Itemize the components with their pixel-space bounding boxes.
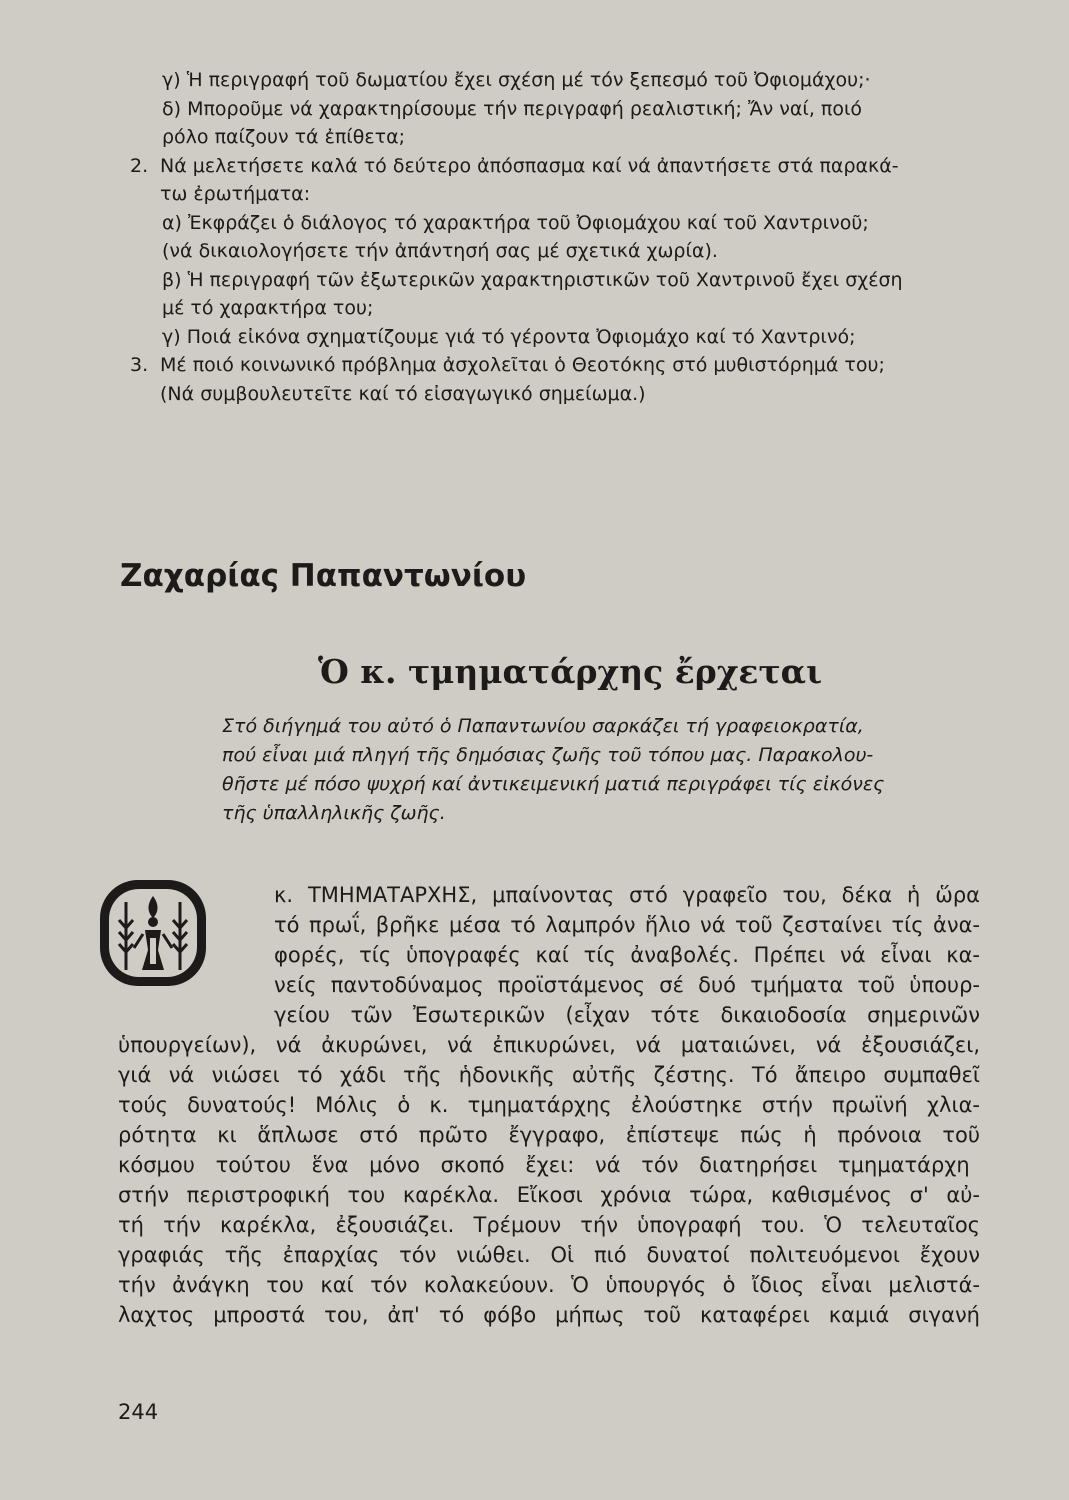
body-line: στήν περιστροφική του καρέκλα. Εἴκοσι χρόνια τώρα, καθισμένος σ' αὐ- xyxy=(118,1183,980,1207)
question-line: β) Ἡ περιγραφή τῶν ἐξωτερικῶν χαρακτηριστικῶν τοῦ Χαντρινοῦ ἔχει σχέση xyxy=(162,268,903,291)
question-line: δ) Μποροῦμε νά χαρακτηρίσουμε τήν περιγραφή ρεαλιστική; Ἄν ναί, ποιό xyxy=(162,97,863,120)
body-line: ὑπουργείων), νά ἀκυρώνει, νά ἐπικυρώνει, νά ματαιώνει, νά ἐξουσιάζει, xyxy=(118,1033,980,1057)
intro-line: Στό διήγημά του αὐτό ὁ Παπαντωνίου σαρκάζει τή γραφειοκρατία, xyxy=(222,715,864,737)
body-line: νείς παντοδύναμος προϊστάμενος σέ δυό τμήματα τοῦ ὑπουρ- xyxy=(274,973,980,997)
question-line: μέ τό χαρακτήρα του; xyxy=(162,297,374,319)
page-number: 244 xyxy=(118,1400,159,1424)
question-line: α) Ἐκφράζει ὁ διάλογος τό χαρακτήρα τοῦ Ὀφιομάχου καί τοῦ Χαντρινοῦ; xyxy=(162,211,869,234)
intro-line: θῆστε μέ πόσο ψυχρή καί ἀντικειμενική ματιά περιγράφει τίς εἰκόνες xyxy=(222,773,885,795)
study-questions xyxy=(130,66,992,408)
body-line: τή τήν καρέκλα, ἐξουσιάζει. Τρέμουν τήν ὑπογραφή του. Ὁ τελευταῖος xyxy=(118,1213,980,1237)
story-title: Ὁ κ. τμηματάρχης ἔρχεται xyxy=(317,652,823,691)
intro-line: τῆς ὑπαλληλικῆς ζωῆς. xyxy=(222,802,446,824)
question-2 xyxy=(130,152,992,181)
question-line: τω ἐρωτήματα: xyxy=(160,183,311,205)
body-line: γείου τῶν Ἐσωτερικῶν (εἶχαν τότε δικαιοδοσία σημερινῶν xyxy=(274,1003,980,1027)
question-line: γ) Ποιά εἰκόνα σχηματίζουμε γιά τό γέροντα Ὀφιομάχο καί τό Χαντρινό; xyxy=(162,325,856,348)
question-number: 2. xyxy=(130,154,149,177)
question-number: 3. xyxy=(130,354,149,376)
body-line: τήν ἀνάγκη του καί τόν κολακεύουν. Ὁ ὑπουργός ὁ ἴδιος εἶναι μελιστά- xyxy=(118,1273,980,1297)
question-line: (Νά συμβουλευτεῖτε καί τό εἰσαγωγικό σημείωμα.) xyxy=(160,382,646,405)
body-line: λαχτος μπροστά του, ἀπ' τό φόβο μήπως τοῦ καταφέρει καμιά σιγανή xyxy=(118,1303,980,1327)
body-line: κ. ΤΜΗΜΑΤΑΡΧΗΣ, μπαίνοντας στό γραφεῖο του, δέκα ἡ ὥρα xyxy=(274,883,980,907)
question-text: Νά μελετήσετε καλά τό δεύτερο ἀπόσπασμα καί νά ἀπαντήσετε στά παρακά- xyxy=(160,154,899,177)
question-line: ρόλο παίζουν τά ἐπίθετα; xyxy=(162,126,405,148)
question-text: Μέ ποιό κοινωνικό πρόβλημα ἀσχολεῖται ὁ Θεοτόκης στό μυθιστόρημά του; xyxy=(160,354,885,376)
body-line: γιά νά νιώσει τό χάδι τῆς ἡδονικῆς αὐτῆς ζέστης. Τό ἄπειρο συμπαθεῖ xyxy=(118,1063,980,1087)
body-line: κόσμου τούτου ἕνα μόνο σκοπό ἔχει: νά τόν διατηρήσει τμηματάρχη xyxy=(118,1153,970,1177)
question-line: γ) Ἡ περιγραφή τοῦ δωματίου ἔχει σχέση μέ τόν ξεπεσμό τοῦ Ὀφιομάχου;· xyxy=(162,69,871,91)
intro-line: πού εἶναι μιά πληγή τῆς δημόσιας ζωῆς τοῦ τόπου μας. Παρακολου- xyxy=(222,744,874,766)
intro-note xyxy=(222,712,992,828)
author-heading: Ζαχαρίας Παπαντωνίου xyxy=(120,558,527,594)
story-body xyxy=(118,880,980,1330)
question-line: (νά δικαιολογήσετε τήν ἀπάντησή σας μέ σχετικά χωρία). xyxy=(162,240,718,262)
body-line: τό πρωΐ, βρῆκε μέσα τό λαμπρόν ἥλιο νά τοῦ ζεσταίνει τίς ἀνα- xyxy=(274,913,980,937)
body-line: γραφιάς τῆς ἐπαρχίας τόν νιώθει. Οἱ πιό δυνατοί πολιτευόμενοι ἔχουν xyxy=(118,1243,980,1267)
body-line: φορές, τίς ὑπογραφές καί τίς ἀναβολές. Πρέπει νά εἶναι κα- xyxy=(274,943,980,967)
body-line: τούς δυνατούς! Μόλις ὁ κ. τμηματάρχης ἐλούστηκε στήν πρωϊνή χλια- xyxy=(118,1093,980,1117)
question-3 xyxy=(130,351,992,380)
body-line: ρότητα κι ἅπλωσε στό πρῶτο ἔγγραφο, ἐπίστεψε πώς ἡ πρόνοια τοῦ xyxy=(118,1123,980,1147)
